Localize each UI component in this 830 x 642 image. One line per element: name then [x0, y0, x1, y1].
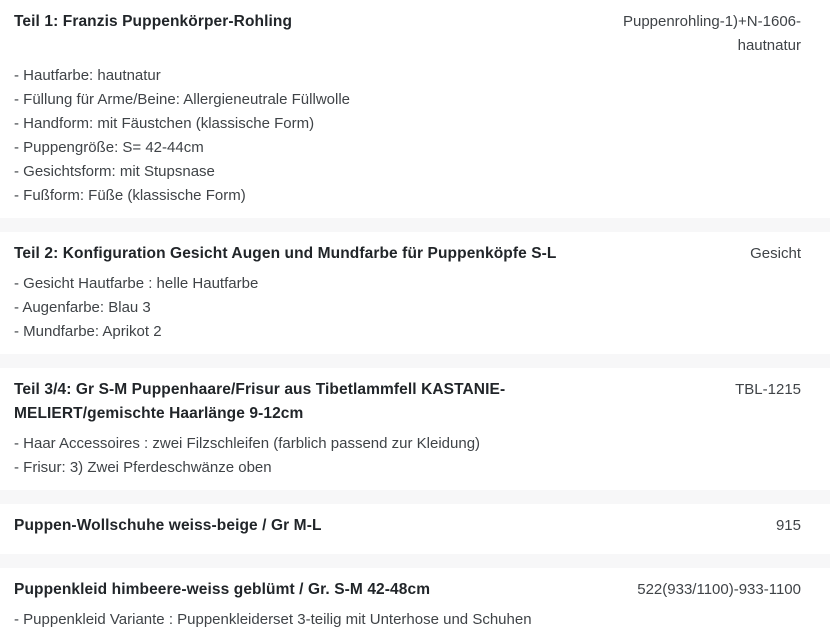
- product-title: Teil 2: Konfiguration Gesicht Augen und Mundfarbe für Puppenköpfe S-L: [14, 245, 557, 262]
- product-header: [14, 514, 801, 538]
- product-title: Puppen-Wollschuhe weiss-beige / Gr M-L: [14, 517, 322, 534]
- product-option: - Augenfarbe: Blau 3: [14, 299, 151, 316]
- product-option: - Handform: mit Fäustchen (klassische Form): [14, 115, 315, 132]
- product-code: 522(933/1100)-933-1100: [637, 581, 801, 598]
- product-option: - Puppengröße: S= 42-44cm: [14, 139, 204, 156]
- product-section-wollschuhe: [0, 504, 830, 554]
- section-divider: [0, 554, 830, 568]
- product-option: - Gesicht Hautfarbe : helle Hautfarbe: [14, 275, 259, 292]
- section-divider: [0, 354, 830, 368]
- product-code: Gesicht: [750, 245, 801, 262]
- section-divider: [0, 218, 830, 232]
- product-option: - Puppenkleid Variante : Puppenkleiderset 3-teilig mit Unterhose und Schuhen: [14, 611, 532, 628]
- product-section-teil-3-4: [0, 368, 830, 490]
- section-divider: [0, 490, 830, 504]
- product-option: - Haar Accessoires : zwei Filzschleifen (farblich passend zur Kleidung): [14, 435, 481, 452]
- product-section-teil-2: [0, 232, 830, 354]
- product-option: - Gesichtsform: mit Stupsnase: [14, 163, 215, 180]
- product-code: Puppenrohling-1)+N-1606-hautnatur: [622, 13, 801, 54]
- product-title: Teil 1: Franzis Puppenkörper-Rohling: [14, 13, 293, 30]
- product-option: - Mundfarbe: Aprikot 2: [14, 323, 162, 340]
- product-header: [14, 578, 801, 602]
- product-option: - Füllung für Arme/Beine: Allergieneutrale Füllwolle: [14, 91, 350, 108]
- product-code: TBL-1215: [735, 381, 801, 398]
- product-section-teil-1: [0, 0, 830, 218]
- product-title: Puppenkleid himbeere-weiss geblümt / Gr. S-M 42-48cm: [14, 581, 431, 598]
- product-header: [14, 10, 801, 58]
- product-option: - Fußform: Füße (klassische Form): [14, 187, 246, 204]
- product-section-puppenkleid: [0, 568, 830, 642]
- product-header: [14, 242, 801, 266]
- product-code: 915: [775, 517, 801, 534]
- product-option: - Frisur: 3) Zwei Pferdeschwänze oben: [14, 459, 272, 476]
- product-option: - Hautfarbe: hautnatur: [14, 67, 161, 84]
- product-header: [14, 378, 801, 426]
- product-title: Teil 3/4: Gr S-M Puppenhaare/Frisur aus Tibetlammfell KASTANIE-MELIERT/gemischte Haarlänge 9-12cm: [14, 381, 506, 422]
